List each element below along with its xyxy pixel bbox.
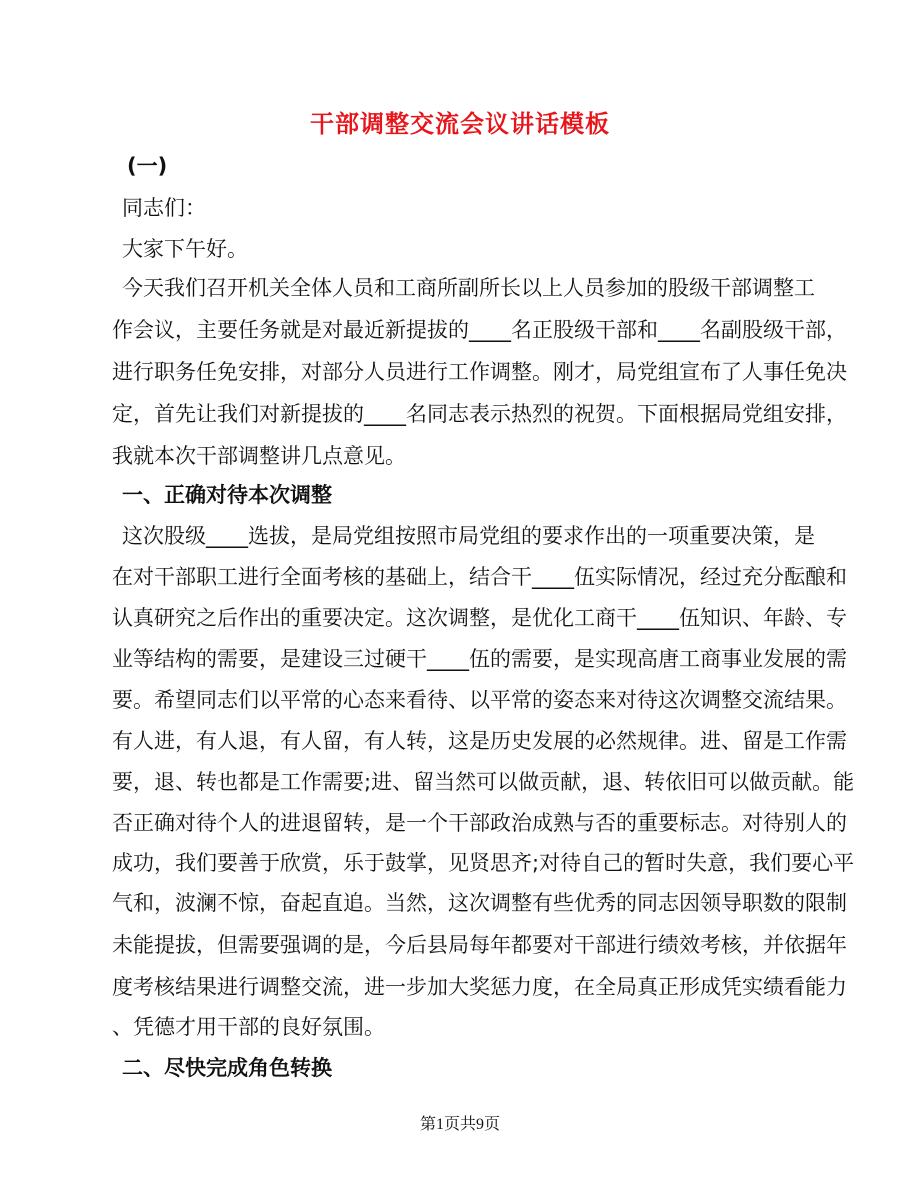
- text-line: 定，首先让我们对新提拔的____名同志表示热烈的祝贺。下面根据局党组安排，: [112, 402, 847, 426]
- text-line: 成功，我们要善于欣赏，乐于鼓掌，见贤思齐;对待自己的暂时失意，我们要心平: [112, 851, 855, 875]
- text-line: 作会议，主要任务就是对最近新提拔的____名正股级干部和____名副股级干部，: [112, 318, 847, 342]
- text-line: 业等结构的需要，是建设三过硬干____伍的需要，是实现高唐工商事业发展的需: [112, 647, 847, 671]
- page-number: 第1页共9页: [419, 1116, 500, 1133]
- text-line: 度考核结果进行调整交流，进一步加大奖惩力度，在全局真正形成凭实绩看能力: [112, 975, 847, 999]
- text-line: 进行职务任免安排，对部分人员进行工作调整。刚才，局党组宣布了人事任免决: [112, 360, 847, 384]
- text-line: 今天我们召开机关全体人员和工商所副所长以上人员参加的股级干部调整工: [122, 276, 815, 300]
- text-line: 未能提拔，但需要强调的是，今后县局每年都要对干部进行绩效考核，并依据年: [112, 933, 847, 957]
- salutation: 同志们：: [122, 196, 206, 220]
- section-heading-1: 一、正确对待本次调整: [122, 483, 332, 507]
- section-heading-2: 二、尽快完成角色转换: [122, 1056, 332, 1080]
- text-line: 否正确对待个人的进退留转，是一个干部政治成熟与否的重要标志。对待别人的: [112, 811, 847, 835]
- text-line: 、凭德才用干部的良好氛围。: [112, 1015, 385, 1039]
- section-marker: (一): [127, 154, 168, 178]
- document-title: 干部调整交流会议讲话模板: [310, 110, 610, 138]
- text-line: 气和，波澜不惊，奋起直追。当然，这次调整有些优秀的同志因领导职数的限制: [112, 891, 847, 915]
- text-line: 认真研究之后作出的重要决定。这次调整，是优化工商干____伍知识、年龄、专: [112, 606, 847, 630]
- text-line: 我就本次干部调整讲几点意见。: [112, 444, 406, 468]
- text-line: 这次股级____选拔，是局党组按照市局党组的要求作出的一项重要决策，是: [122, 524, 815, 548]
- text-line: 有人进，有人退，有人留，有人转，这是历史发展的必然规律。进、留是工作需: [112, 729, 847, 753]
- text-line: 在对干部职工进行全面考核的基础上，结合干____伍实际情况，经过充分酝酿和: [112, 565, 847, 589]
- text-line: 要。希望同志们以平常的心态来看待、以平常的姿态来对待这次调整交流结果。: [112, 688, 847, 712]
- greeting: 大家下午好。: [122, 237, 248, 261]
- text-line: 要，退、转也都是工作需要;进、留当然可以做贡献，退、转依旧可以做贡献。能: [112, 770, 855, 794]
